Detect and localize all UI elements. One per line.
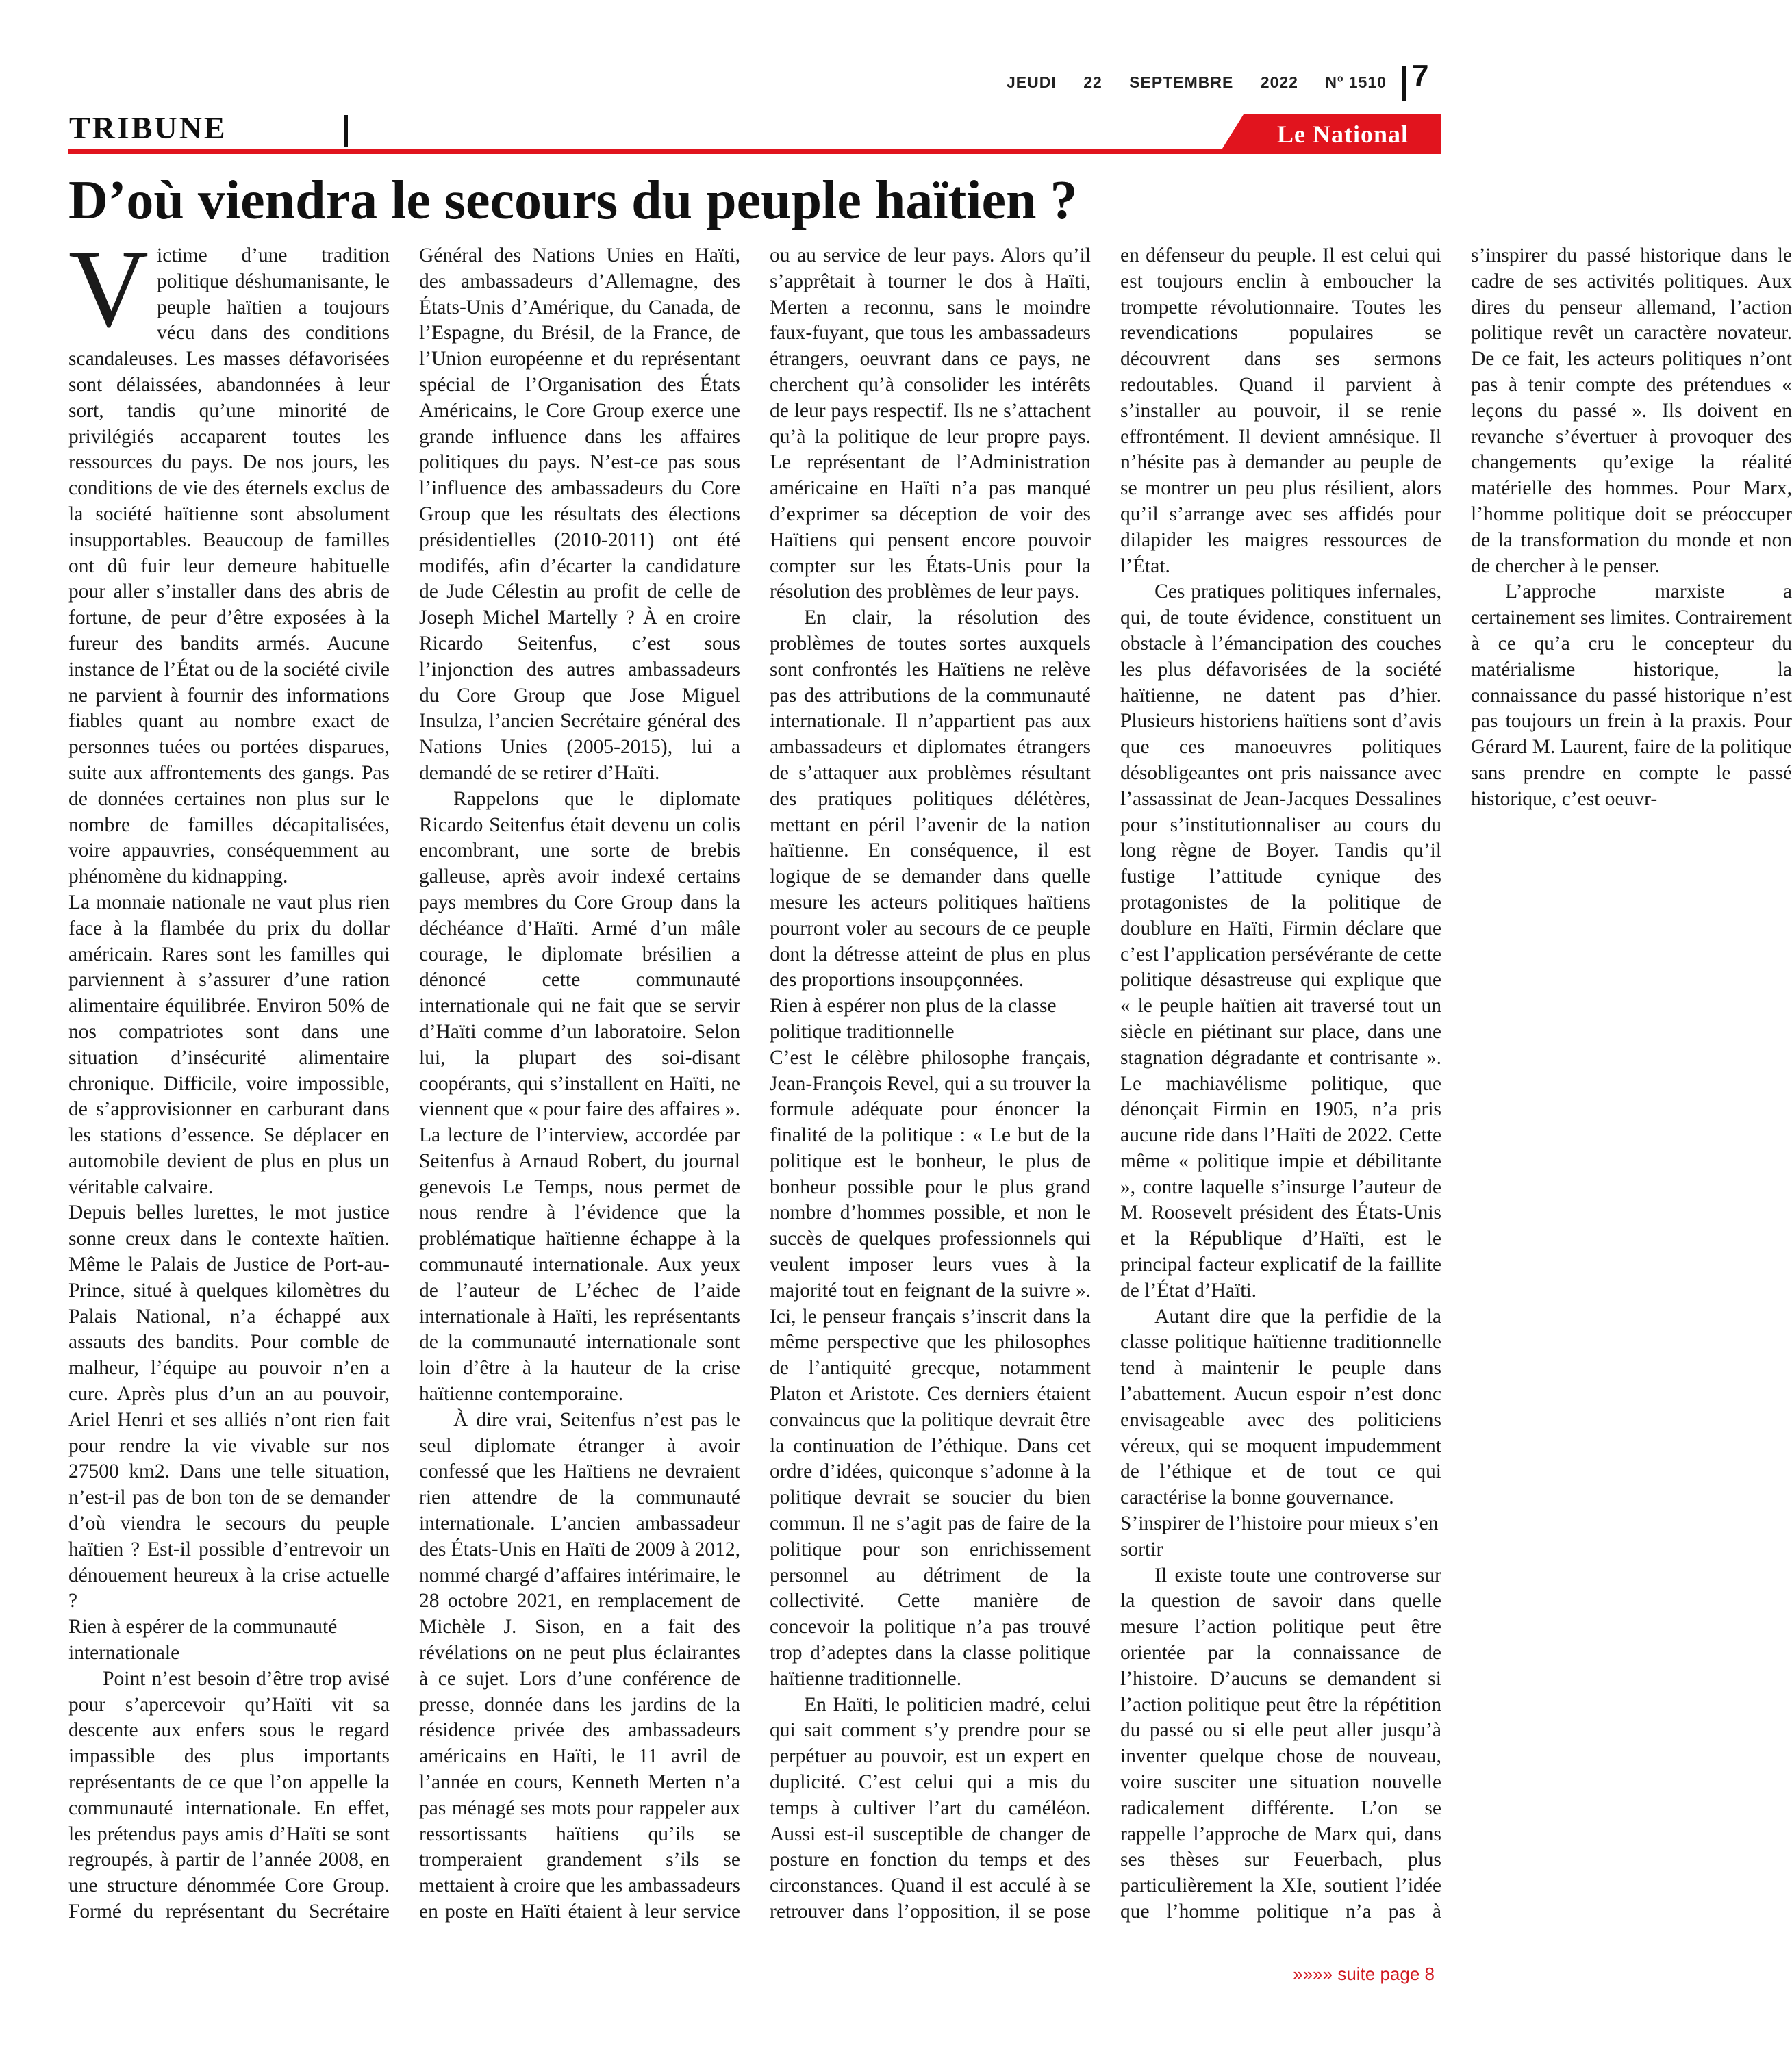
subheading: Rien à espérer de la communauté internationale [68,1616,338,1664]
paragraph: Point n’est besoin d’être trop avisé pour s’apercevoir qu’Haïti vit sa descente aux enfers sous le regard impassible des plus importants représentants de ce que l’on appelle la communauté internationale. En effet, les prétendus pays amis d’Haïti se sont regroupés, à partir de l’année 2008, en une structure dénommée Core Group. Formé du représentant du Secrétaire Général des Nations Unies en Haïti, des ambassadeurs d’Allemagne, des États-Unis d’Amérique, du Canada, de l’Espagne, du Brésil, de la France, de l’Union européenne et du représentant spécial de l’Organisation des États Américains, le Core Group exerce une grande influence dans les affaires politiques du pays. N’est-ce pas sous l’influence des ambassadeurs du Core Group que les résultats des élections présidentielles (2010-2011) ont été modifés, afin d’écarter la candidature de Jude Célestin au profit de celle de Joseph Michel Martelly ? À en croire Ricardo Seitenfus, c’est sous l’injonction des autres ambassadeurs du Core Group que Jose Miguel Insulza, l’ancien Secrétaire général des Nations Unies (2005-2015), lui a demandé de se retirer d’Haïti. [68,244,740,1923]
newspaper-brand: Le National [1276,121,1409,148]
paragraph: Autant dire que la perfidie de la classe politique haïtienne traditionnelle tend à maintenir le peuple dans l’abattement. Aucun espoir n’est donc envisageable avec des politiciens véreux, qui se moquent impudemment de l’éthique et de tout ce qui caractérise la bonne gouvernance. [1120,1305,1441,1509]
paragraph: La monnaie nationale ne vaut plus rien face à la flambée du prix du dollar américain. Rares sont les familles qui parviennent à s’assurer d’une ration alimentaire équilibrée. Environ 50% de nos compatriotes sont dans une situation d’insécurité alimentaire chronique. Difficile, voire impossible, de s’approvisionner en carburant dans les stations d’essence. Se déplacer en automobile devient de plus en plus un véritable calvaire. [68,891,390,1198]
paragraph: L’approche marxiste a certainement ses limites. Contrairement à ce qu’a cru le concepteur du matérialisme historique, la connaissance du passé historique n’est pas toujours un frein à la praxis. Pour Gérard M. Laurent, faire de la politique sans prendre en compte le passé historique, c’est oeuvr- [1471,581,1792,810]
issue-number: Nº 1510 [1325,73,1387,91]
page-number-divider [1402,66,1406,101]
drop-cap: V [68,228,149,351]
paragraph: Il existe toute une controverse sur la question de savoir dans quelle mesure l’action politique peut être orientée par la connaissance de l’histoire. D’aucuns se demandent si l’action politique peut être la répétition du passé ou si elle peut aller jusqu’à inventer quelque chose de nouveau, voire susciter une situation nouvelle radicalement différente. L’on se rappelle l’approche de Marx qui, dans ses thèses sur Feuerbach, plus particulièrement la XIe, soutient l’idée que l’homme politique n’a pas à s’inspirer du passé historique dans le cadre de ses activités politiques. Aux dires du penseur allemand, l’action politique revêt un caractère novateur. De ce fait, les acteurs politiques n’ont pas à tenir compte des prétendues « leçons du passé ». Ils doivent en revanche s’évertuer à provoquer des changements qu’exige la réalité matérielle des hommes. Pour Marx, l’homme politique doit se préoccuper de la transformation du monde et non de chercher à le penser. [1120,244,1792,1923]
subheading: Rien à espérer non plus de la classe politique traditionnelle [770,995,1057,1043]
issue-month: SEPTEMBRE [1129,73,1234,91]
issue-info [1007,68,1387,96]
paragraph: Rappelons que le diplomate Ricardo Seitenfus était devenu un colis encombrant, une sorte de brebis galleuse, après avoir indexé certains pays membres du Core Group dans la déchéance d’Haïti. Armé d’un mâle courage, le diplomate brésilien a dénoncé cette communauté internationale qui ne fait que se servir d’Haïti comme d’un laboratoire. Selon lui, la plupart des soi-disant coopérants, qui s’installent en Haïti, ne viennent que « pour faire des affaires ». La lecture de l’interview, accordée par Seitenfus à Arnaud Robert, du journal genevois Le Temps, nous permet de nous rendre à l’évidence que la problématique haïtienne échappe à la communauté internationale. Aux yeux de l’auteur de L’échec de l’aide internationale à Haïti, les représentants de la communauté internationale sont loin d’être à la hauteur de la crise haïtienne contemporaine. [419,787,740,1406]
paragraph: Ces pratiques politiques infernales, qui, de toute évidence, constituent un obstacle à l’émancipation des couches les plus défavorisées de la société haïtienne, ne datent pas d’hier. Plusieurs historiens haïtiens sont d’avis que ces manoeuvres politiques désobligeantes ont pris naissance avec l’assassinat de Jean-Jacques Dessalines pour s’institutionnaliser au cours du long règne de Boyer. Tandis qu’il fustige l’attitude cynique des protagonistes de la politique de doublure en Haïti, Firmin déclare que c’est l’application persévérante de cette politique désastreuse qui explique que « le peuple haïtien ait traversé tout un siècle en piétinant sur place, dans une stagnation dégradante et contrisante ». Le machiavélisme politique, que dénonçait Firmin en 1905, n’a pris aucune ride dans l’Haïti de 2022. Cette même « politique impie et débilitante », contre laquelle s’insurge l’auteur de M. Roosevelt président des États-Unis et la République d’Haïti, est le principal facteur explicatif de la faillite de l’État d’Haïti. [1120,581,1441,1302]
paragraph: À dire vrai, Seitenfus n’est pas le seul diplomate étranger à avoir confessé que les Haïtiens ne devraient rien attendre de la communauté internationale. L’ancien ambassadeur des États-Unis en Haïti de 2009 à 2012, nommé chargé d’affaires intérimaire, le 28 octobre 2021, en remplacement de Michèle J. Sison, en a fait des révélations on ne peut plus éclairantes à ce sujet. Lors d’une conférence de presse, donnée dans les jardins de la résidence privée des ambassadeurs américains en Haïti, le 11 avril de l’année en cours, Kenneth Merten n’a pas ménagé ses mots pour rappeler aux ressortissants haïtiens qu’ils se tromperaient grandement s’ils se mettaient à croire que les ambassadeurs en poste en Haïti étaient à leur service ou au service de leur pays. Alors qu’il s’apprêtait à tourner le dos à Haïti, Merten a reconnu, sans le moindre faux-fuyant, que tous les ambassadeurs étrangers, oeuvrant dans ce pays, ne cherchent qu’à consolider les intérêts de leur pays respectif. Ils ne s’attachent qu’à la politique de leur propre pays. Le représentant de l’Administration américaine en Haïti n’a pas manqué d’exprimer sa déception de voir des Haïtiens qui pensent encore pouvoir compter sur les États-Unis pour la résolution des problèmes de leur pays. [419,244,1091,1923]
page-number: 7 [1412,59,1429,92]
paragraph-intro-text: ictime d’une tradition politique déshumanisante, le peuple haïtien a toujours vécu dans des conditions scandaleuses. Les masses défavorisées sont délaissées, abandonnées à leur sort, tandis qu’une minorité de privilégiés accaparent toutes les ressources du pays. De nos jours, les conditions de vie des éternels exclus de la société haïtienne sont absolument insupportables. Beaucoup de familles ont dû fuir leur demeure habituelle pour aller s’installer dans des abris de fortune, de peur d’être exposées à la fureur des bandits armés. Aucune instance de l’État ou de la société civile ne parvient à fournir des informations fiables quant au nombre exact de personnes tuées ou portées disparues, suite aux affrontements des gangs. Pas de données certaines non plus sur le nombre de familles décapitalisées, voire appauvries, conséquemment au phénomène du kidnapping. [68,244,390,888]
section-label: TRIBUNE [69,110,227,145]
paragraph-intro [68,228,390,890]
issue-year: 2022 [1260,73,1298,91]
paragraph: En clair, la résolution des problèmes de toutes sortes auxquels sont confrontés les Haïtiens ne relève pas des attributions de la communauté internationale. Il n’appartient pas aux ambassadeurs et diplomates étrangers de s’attaquer aux problèmes résultant des pratiques politiques délétères, mettant en péril l’avenir de la nation haïtienne. En conséquence, il est logique de se demander dans quelle mesure les acteurs politiques haïtiens pourront voler au secours de ce peuple dont la détresse atteint de plus en plus des proportions insoupçonnées. [770,607,1091,991]
article-body [68,228,1792,1941]
issue-date-number: 22 [1083,73,1102,91]
section-divider [344,115,348,147]
issue-day: JEUDI [1007,73,1057,91]
paragraph: Depuis belles lurettes, le mot justice sonne creux dans le contexte haïtien. Même le Palais de Justice de Port-au-Prince, situé à quelques kilomètres du Palais National, n’a échappé aux assauts des bandits. Pour comble de malheur, l’équipe au pouvoir n’en a cure. Après plus d’un an au pouvoir, Ariel Henri et ses alliés n’ont rien fait pour rendre la vie vivable sur nos 27500 km2. Dans une telle situation, n’est-il pas de bon ton de se demander d’où viendra le secours du peuple haïtien ? Est-il possible d’entrevoir un dénouement heureux à la crise actuelle ? [68,1202,390,1612]
paragraph: C’est le célèbre philosophe français, Jean-François Revel, qui a su trouver la formule adéquate pour énoncer la finalité de la politique : « Le but de la politique est le bonheur, le plus de bonheur possible pour le plus grand nombre d’hommes possible, et non le succès de quelques professionnels qui veulent imposer leurs vues à la majorité tout en feignant de la suivre ». Ici, le penseur français s’inscrit dans la même perspective que les philosophes de l’antiquité grecque, notamment Platon et Aristote. Ces derniers étaient convaincus que la politique devrait être la continuation de l’éthique. Dans cet ordre d’idées, quiconque s’adonne à la politique devrait se soucier du bien commun. Il ne s’agit pas de faire de la politique pour son enrichissement personnel au détriment de la collectivité. Cette manière de concevoir la politique n’a pas trouvé trop d’adeptes dans la classe politique haïtienne traditionnelle. [770,1046,1091,1690]
continued-on-page-link[interactable]: »»»» suite page 8 [1293,1964,1435,1984]
article-title: D’où viendra le secours du peuple haïtien ? [68,170,1078,231]
paragraph: En Haïti, le politicien madré, celui qui sait comment s’y prendre pour se perpétuer au pouvoir, est un expert en duplicité. C’est celui qui a mis du temps à cultiver l’art du caméléon. Aussi est-il susceptible de changer de posture en fonction du temps et des circonstances. Quand il est acculé à se retrouver dans l’opposition, il se pose en défenseur du peuple. Il est celui qui est toujours enclin à emboucher la trompette révolutionnaire. Toutes les revendications populaires se découvrent dans ses sermons redoutables. Quand il parvient à s’installer au pouvoir, il se renie effrontément. Il devient amnésique. Il n’hésite pas à demander au peuple de se montrer un peu plus résilient, alors qu’il s’arrange avec ses affidés pour dilapider les maigres ressources de l’État. [770,244,1441,1923]
subheading: S’inspirer de l’histoire pour mieux s’en sortir [1120,1512,1439,1560]
